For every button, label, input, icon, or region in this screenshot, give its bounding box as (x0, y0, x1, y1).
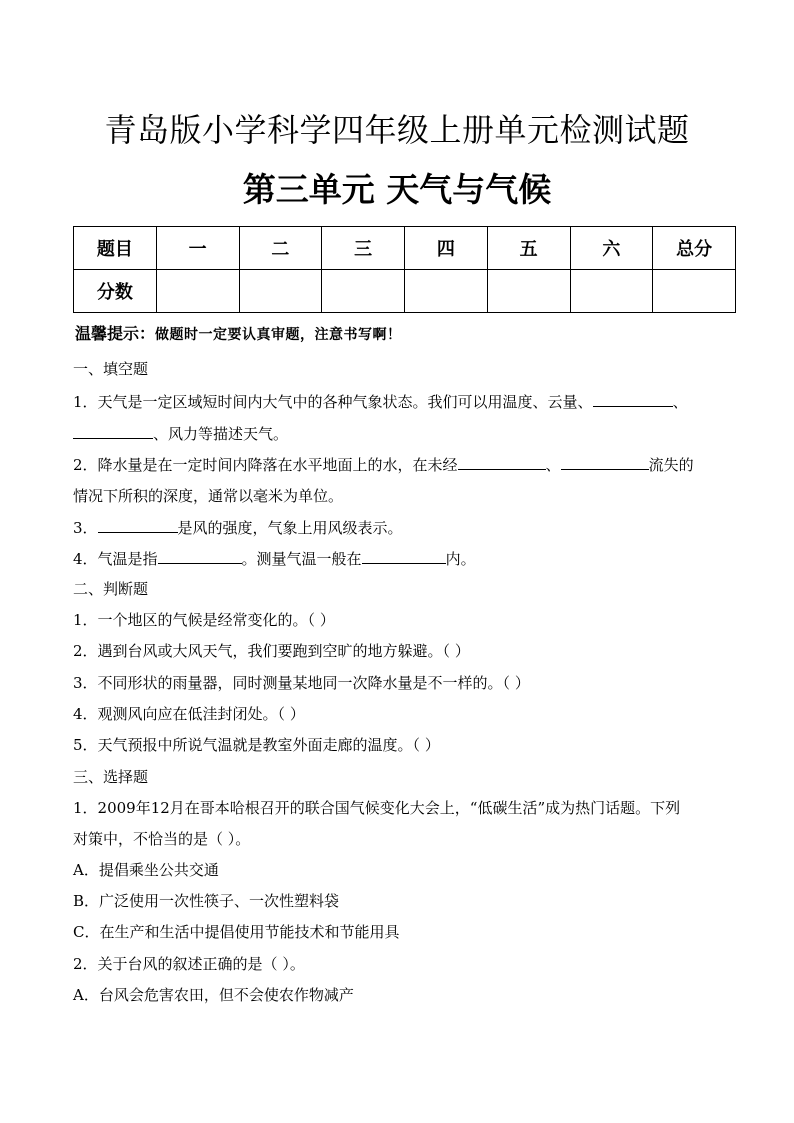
score-table-header-cell: 四 (405, 227, 488, 270)
score-table-header-cell: 五 (487, 227, 570, 270)
fill-question-1: 1．天气是一定区域短时间内大气中的各种气象状态。我们可以用温度、云量、 、 (73, 390, 688, 413)
unit-subtitle: 第三单元 天气与气候 (242, 170, 552, 209)
tip-text: 做题时一定要认真审题，注意书写啊！ (155, 327, 402, 343)
score-cell[interactable] (570, 270, 653, 313)
answer-blank[interactable] (158, 547, 242, 564)
score-table (73, 226, 736, 313)
choice-option: A．台风会危害农田，但不会使农作物减产 (73, 986, 354, 1004)
choice-option: B．广泛使用一次性筷子、一次性塑料袋 (73, 892, 340, 910)
score-table-header-cell: 总分 (653, 227, 736, 270)
choice-option: C．在生产和生活中提倡使用节能技术和节能用具 (73, 923, 400, 941)
answer-blank[interactable] (561, 453, 649, 470)
exam-title: 青岛版小学科学四年级上册单元检测试题 (104, 111, 690, 149)
score-table-header-cell: 六 (570, 227, 653, 270)
fill-question-2: 2．降水量是在一定时间内降落在水平地面上的水，在未经 、 流失的 (73, 453, 694, 476)
score-cell[interactable] (405, 270, 488, 313)
score-cell[interactable] (239, 270, 322, 313)
section-heading-choice: 三、选择题 (73, 768, 149, 786)
answer-blank[interactable] (362, 547, 446, 564)
score-cell[interactable] (653, 270, 736, 313)
answer-blank[interactable] (98, 516, 178, 533)
choice-option: A．提倡乘坐公共交通 (73, 861, 219, 879)
judge-question: 4．观测风向应在低洼封闭处。（ ） (73, 705, 305, 723)
score-cell[interactable] (487, 270, 570, 313)
score-table-header-cell: 一 (156, 227, 239, 270)
section-heading-fill: 一、填空题 (73, 360, 149, 378)
choice-question-1-cont: 对策中，不恰当的是（ ）。 (73, 830, 251, 848)
score-table-header-row (74, 227, 736, 270)
reminder-tip (75, 322, 402, 347)
score-cell[interactable] (156, 270, 239, 313)
score-table-header-cell: 题目 (74, 227, 157, 270)
choice-question-2: 2．关于台风的叙述正确的是（ ）。 (73, 955, 305, 973)
section-heading-judge: 二、判断题 (73, 580, 149, 598)
fill-question-1-cont: 、风力等描述天气。 (73, 422, 288, 445)
fill-question-3: 3． 是风的强度，气象上用风级表示。 (73, 516, 403, 539)
score-table-score-row (74, 270, 736, 313)
score-cell[interactable] (322, 270, 405, 313)
judge-question: 2．遇到台风或大风天气，我们要跑到空旷的地方躲避。（ ） (73, 642, 470, 660)
answer-blank[interactable] (458, 453, 546, 470)
score-table-header-cell: 二 (239, 227, 322, 270)
score-table-header-cell: 三 (322, 227, 405, 270)
judge-question: 5．天气预报中所说气温就是教室外面走廊的温度。（ ） (73, 736, 440, 754)
judge-question: 1．一个地区的气候是经常变化的。（ ） (73, 611, 335, 629)
score-row-label: 分数 (74, 270, 157, 313)
judge-question: 3．不同形状的雨量器，同时测量某地同一次降水量是不一样的。（ ） (73, 674, 530, 692)
tip-label: 温馨提示： (75, 324, 156, 343)
answer-blank[interactable] (593, 390, 673, 407)
choice-question-1: 1．2009年12月在哥本哈根召开的联合国气候变化大会上，“低碳生活”成为热门话题。下列 (73, 799, 681, 817)
answer-blank[interactable] (73, 422, 153, 439)
fill-question-2-cont: 情况下所积的深度，通常以毫米为单位。 (73, 487, 344, 505)
fill-question-4: 4．气温是指 。测量气温一般在 内。 (73, 547, 476, 570)
